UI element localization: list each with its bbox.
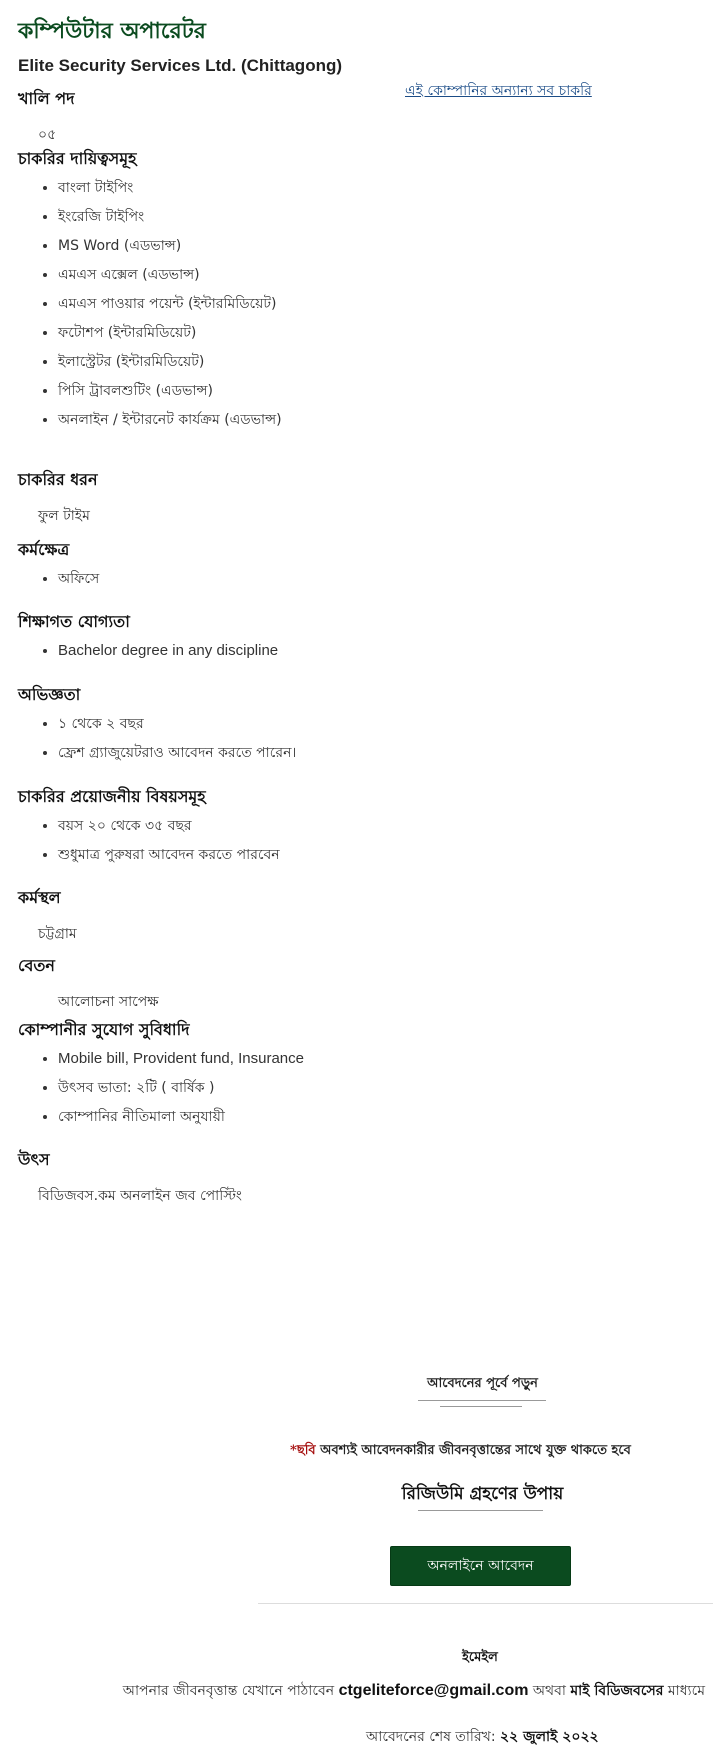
list-item: • ইলাস্ট্রেটর (ইন্টারমিডিয়েট) [58, 353, 698, 371]
photo-note-text: অবশ্যই আবেদনকারীর জীবনবৃত্তান্তের সাথে যুক্ত থাকতে হবে [315, 1443, 631, 1458]
list-item: • কোম্পানির নীতিমালা অনুযায়ী [58, 1108, 698, 1126]
photo-requirement-note [290, 1441, 631, 1462]
source-heading: উৎস [18, 1150, 50, 1169]
source-section [18, 1147, 698, 1208]
requirements-section [18, 784, 698, 875]
salary-section [18, 953, 698, 1014]
email-instructions [123, 1679, 705, 1703]
read-before-apply-heading: আবেদনের পূর্বে পড়ুন [427, 1376, 538, 1391]
list-item: • উৎসব ভাতা: ২টি ( বার্ষিক ) [58, 1079, 698, 1097]
education-heading: শিক্ষাগত যোগ্যতা [18, 612, 130, 631]
education-list [18, 642, 698, 660]
vacancy-heading: খালি পদ [18, 89, 75, 108]
benefits-list [18, 1050, 698, 1126]
education-section [18, 609, 698, 671]
deadline-date: ২২ জুলাই ২০২২ [500, 1729, 599, 1745]
list-item: • ফটোশপ (ইন্টারমিডিয়েট) [58, 324, 698, 342]
deadline-label: আবেদনের শেষ তারিখ: [366, 1729, 500, 1745]
list-item: • এমএস এক্সেল (এডভান্স) [58, 266, 698, 284]
list-item: • অনলাইন / ইন্টারনেট কার্যক্রম (এডভান্স) [58, 411, 698, 429]
mybdjobs-link[interactable]: মাই বিডিজবসের [570, 1683, 664, 1699]
list-item: • বাংলা টাইপিং [58, 179, 698, 197]
experience-heading: অভিজ্ঞতা [18, 685, 81, 704]
application-deadline [366, 1725, 599, 1749]
list-item: • Mobile bill, Provident fund, Insurance [58, 1050, 698, 1068]
requirements-heading: চাকরির প্রয়োজনীয় বিষয়সমূহ [18, 787, 206, 806]
benefits-heading: কোম্পানীর সুযোগ সুবিধাদি [18, 1020, 190, 1039]
apply-online-button[interactable]: অনলাইনে আবেদন [390, 1546, 571, 1586]
divider [418, 1510, 543, 1511]
required-star: * [290, 1443, 297, 1458]
list-item: • Bachelor degree in any discipline [58, 642, 698, 660]
responsibilities-section [18, 146, 698, 440]
email-address[interactable]: ctgeliteforce@gmail.com [338, 1682, 529, 1699]
email-suffix: মাধ্যমে [663, 1683, 705, 1699]
resume-receive-heading: রিজিউমি গ্রহণের উপায় [401, 1484, 564, 1504]
divider [418, 1400, 546, 1401]
list-item: • এমএস পাওয়ার পয়েন্ট (ইন্টারমিডিয়েট) [58, 295, 698, 313]
other-jobs-link[interactable]: এই কোম্পানির অন্যান্য সব চাকরি [405, 83, 592, 99]
responsibilities-list [18, 179, 698, 429]
list-item: • MS Word (এডভান্স) [58, 237, 698, 255]
workplace-section [18, 537, 698, 599]
email-label: ইমেইল [462, 1650, 498, 1665]
vacancy-section [18, 86, 698, 147]
divider [258, 1603, 713, 1604]
job-type-value: ফুল টাইম [38, 508, 90, 524]
workplace-heading: কর্মক্ষেত্র [18, 540, 70, 559]
requirements-list [18, 817, 698, 864]
list-item: • ফ্রেশ গ্র্যাজুয়েটরাও আবেদন করতে পারেন। [58, 744, 698, 762]
list-item: • পিসি ট্রাবলশুটিং (এডভান্স) [58, 382, 698, 400]
salary-heading: বেতন [18, 956, 55, 975]
location-section [18, 885, 698, 946]
email-or: অথবা [528, 1683, 571, 1699]
workplace-list [18, 570, 698, 588]
list-item: • অফিসে [58, 570, 698, 588]
benefits-section [18, 1017, 698, 1137]
job-type-section [18, 467, 698, 528]
experience-section [18, 682, 698, 773]
photo-word: ছবি [296, 1443, 316, 1458]
vacancy-value: ০৫ [38, 127, 57, 143]
location-value: চট্টগ্রাম [38, 926, 77, 942]
responsibilities-heading: চাকরির দায়িত্বসমূহ [18, 149, 137, 168]
list-item: • ইংরেজি টাইপিং [58, 208, 698, 226]
experience-list [18, 715, 698, 762]
list-item: • শুধুমাত্র পুরুষরা আবেদন করতে পারবেন [58, 846, 698, 864]
list-item: • বয়স ২০ থেকে ৩৫ বছর [58, 817, 698, 835]
email-prefix: আপনার জীবনবৃত্তান্ত যেখানে পাঠাবেন [122, 1683, 339, 1699]
job-type-heading: চাকরির ধরন [18, 470, 98, 489]
salary-value: আলোচনা সাপেক্ষ [58, 994, 159, 1010]
company-name: Elite Security Services Ltd. (Chittagong) [18, 56, 343, 75]
source-value: বিডিজবস.কম অনলাইন জব পোস্টিং [38, 1188, 242, 1204]
job-title: কম্পিউটার অপারেটর [18, 18, 206, 44]
list-item: • ১ থেকে ২ বছর [58, 715, 698, 733]
location-heading: কর্মস্থল [18, 888, 61, 907]
divider [440, 1406, 522, 1407]
